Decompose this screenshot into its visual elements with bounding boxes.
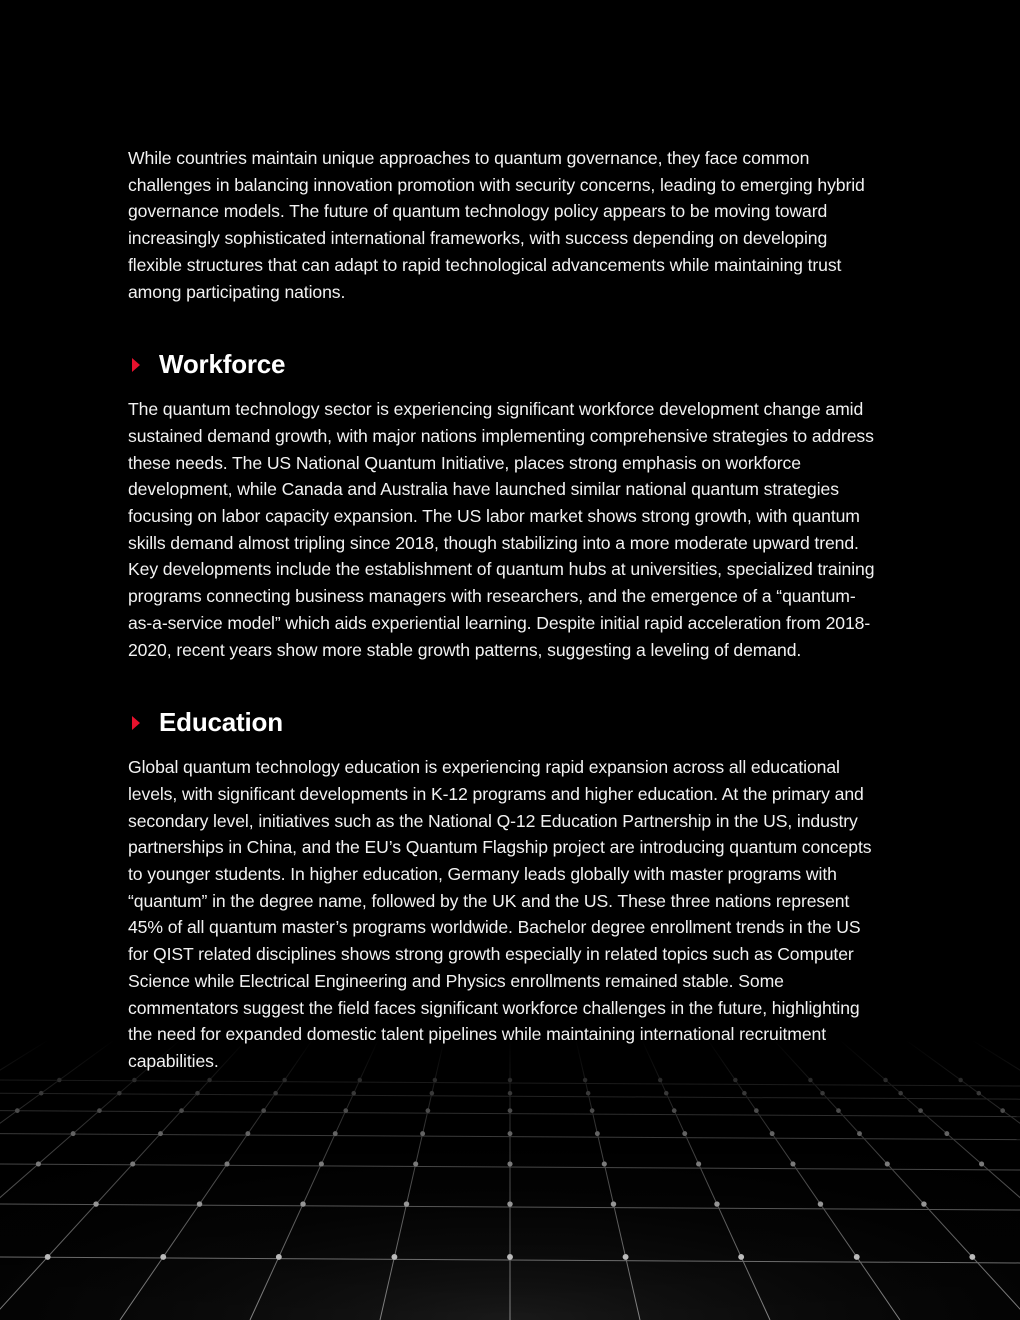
section-heading-workforce xyxy=(128,349,878,380)
section-heading-education xyxy=(128,707,878,738)
perspective-grid-decoration xyxy=(0,1040,1020,1320)
section-title: Education xyxy=(159,707,283,738)
workforce-paragraph: The quantum technology sector is experiencing significant workforce development change amid sustained demand growth, with major nations implementing comprehensive strategies to address these needs. The US National Quantum Initiative, places strong emphasis on workforce development, while Canada and Australia have launched similar national quantum strategies focusing on labor capacity expansion. The US labor market shows strong growth, with quantum skills demand almost tripling since 2018, though stabilizing into a more moderate upward trend. Key developments include the establishment of quantum hubs at universities, specialized training programs connecting business managers with researchers, and the emergence of a “quantum-as-a-service model” which aids experiential learning. Despite initial rapid acceleration from 2018-2020, recent years show more stable growth patterns, suggesting a leveling of demand. xyxy=(128,399,875,660)
section-title: Workforce xyxy=(159,349,286,380)
main-content xyxy=(128,145,878,1075)
education-paragraph: Global quantum technology education is experiencing rapid expansion across all educational levels, with significant developments in K-12 programs and higher education. At the primary and secondary level, initiatives such as the National Q-12 Education Partnership in the US, industry partnerships in China, and the EU’s Quantum Flagship project are introducing quantum concepts to younger students. In higher education, Germany leads globally with master programs with “quantum” in the degree name, followed by the UK and the US. These three nations represent 45% of all quantum master’s programs worldwide. Bachelor degree enrollment trends in the US for QIST related disciplines shows strong growth especially in related topics such as Computer Science while Electrical Engineering and Physics enrollments remained stable. Some commentators suggest the field faces significant workforce challenges in the future, highlighting the need for expanded domestic talent pipelines while maintaining international recruitment capabilities. xyxy=(128,757,872,1071)
intro-paragraph: While countries maintain unique approaches to quantum governance, they face common challenges in balancing innovation promotion with security concerns, leading to emerging hybrid governance models. The future of quantum technology policy appears to be moving toward increasingly sophisticated international frameworks, with success depending on developing flexible structures that can adapt to rapid technological advancements while maintaining trust among participating nations. xyxy=(128,148,865,302)
caret-right-icon xyxy=(132,358,140,372)
caret-right-icon xyxy=(132,716,140,730)
